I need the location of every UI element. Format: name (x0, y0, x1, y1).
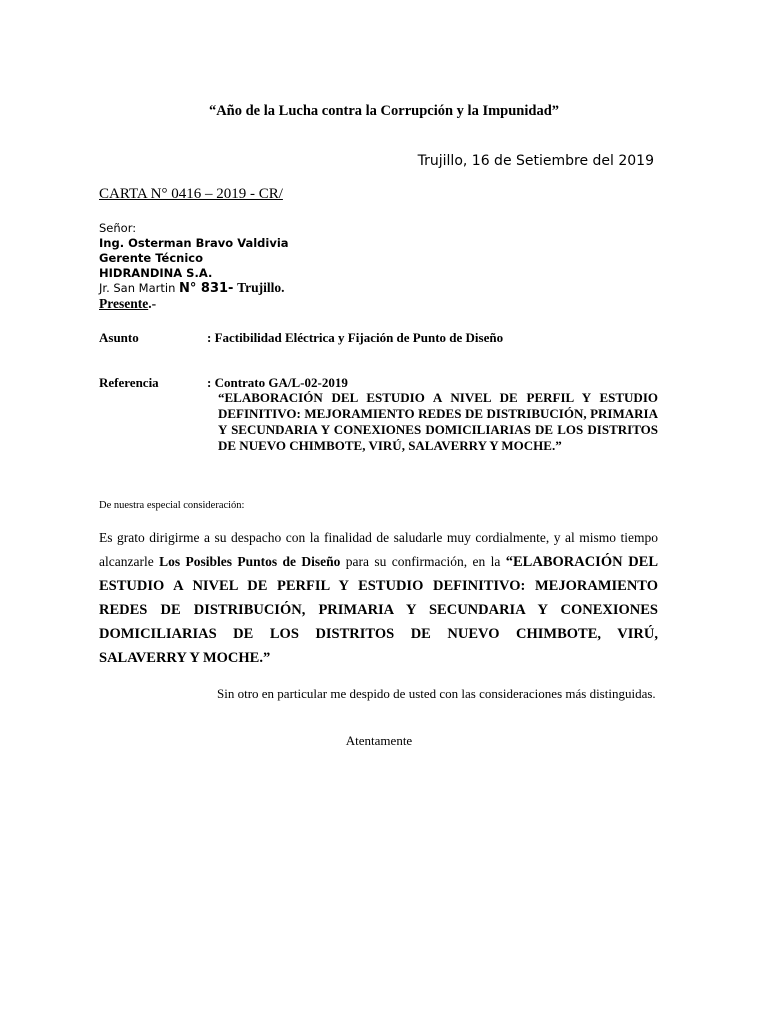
reference-project-title: “ELABORACIÓN DEL ESTUDIO A NIVEL DE PERFIL Y ESTUDIO DEFINITIVO: MEJORAMIENTO REDES DE DISTRIBUCIÓN, PRIMARIA Y SECUNDARIA Y CONEXIONES DOMICILIARIAS DE LOS DISTRITOS DE NUEVO CHIMBOTE, VIRÚ, SALAVERRY Y MOCHE.” (218, 390, 658, 453)
subject-label: Asunto (99, 330, 139, 345)
body-paragraph (99, 526, 658, 670)
closing-paragraph: Sin otro en particular me despido de usted con las consideraciones más distinguidas. (217, 686, 656, 701)
city-date: Trujillo, 16 de Setiembre del 2019 (417, 153, 654, 169)
greeting: De nuestra especial consideración: (99, 500, 245, 511)
address-end: . (281, 280, 285, 295)
reference-contract: : Contrato GA/L-02-2019 (207, 375, 348, 390)
recipient-position: Gerente Técnico (99, 251, 203, 265)
address-number: N° 831- (179, 281, 234, 296)
subject-value: : Factibilidad Eléctrica y Fijación de Punto de Diseño (207, 330, 504, 345)
recipient-address (99, 280, 285, 296)
address-street: Jr. San Martin (99, 281, 176, 295)
recipient-company: HIDRANDINA S.A. (99, 266, 213, 280)
address-city: Trujillo (237, 280, 282, 295)
body-mid: para su confirmación, en la (340, 554, 506, 569)
recipient-salutation: Señor: (99, 221, 137, 235)
presente-word: Presente (99, 296, 149, 311)
recipient-name: Ing. Osterman Bravo Valdivia (99, 236, 289, 250)
sign-off: Atentamente (345, 733, 413, 748)
presente (99, 296, 156, 312)
letter-number: CARTA N° 0416 – 2019 - CR/ (99, 186, 283, 202)
reference-label: Referencia (99, 375, 159, 390)
presente-suffix: .- (148, 296, 157, 311)
year-motto: “Año de la Lucha contra la Corrupción y la Impunidad” (208, 103, 560, 119)
body-highlight: Los Posibles Puntos de Diseño (159, 554, 341, 569)
body-project-title: “ELABORACIÓN DEL ESTUDIO A NIVEL DE PERFIL Y ESTUDIO DEFINITIVO: MEJORAMIENTO REDES DE DISTRIBUCIÓN, PRIMARIA Y SECUNDARIA Y CONEXIONES DOMICILIARIAS DE LOS DISTRITOS DE NUEVO CHIMBOTE, VIRÚ, SALAVERRY Y MOCHE.” (99, 554, 659, 666)
body-intro: Es grato dirigirme a su despacho con la finalidad de saludarle muy cordialmente, y al mismo tiempo alcanzarle (99, 530, 658, 569)
